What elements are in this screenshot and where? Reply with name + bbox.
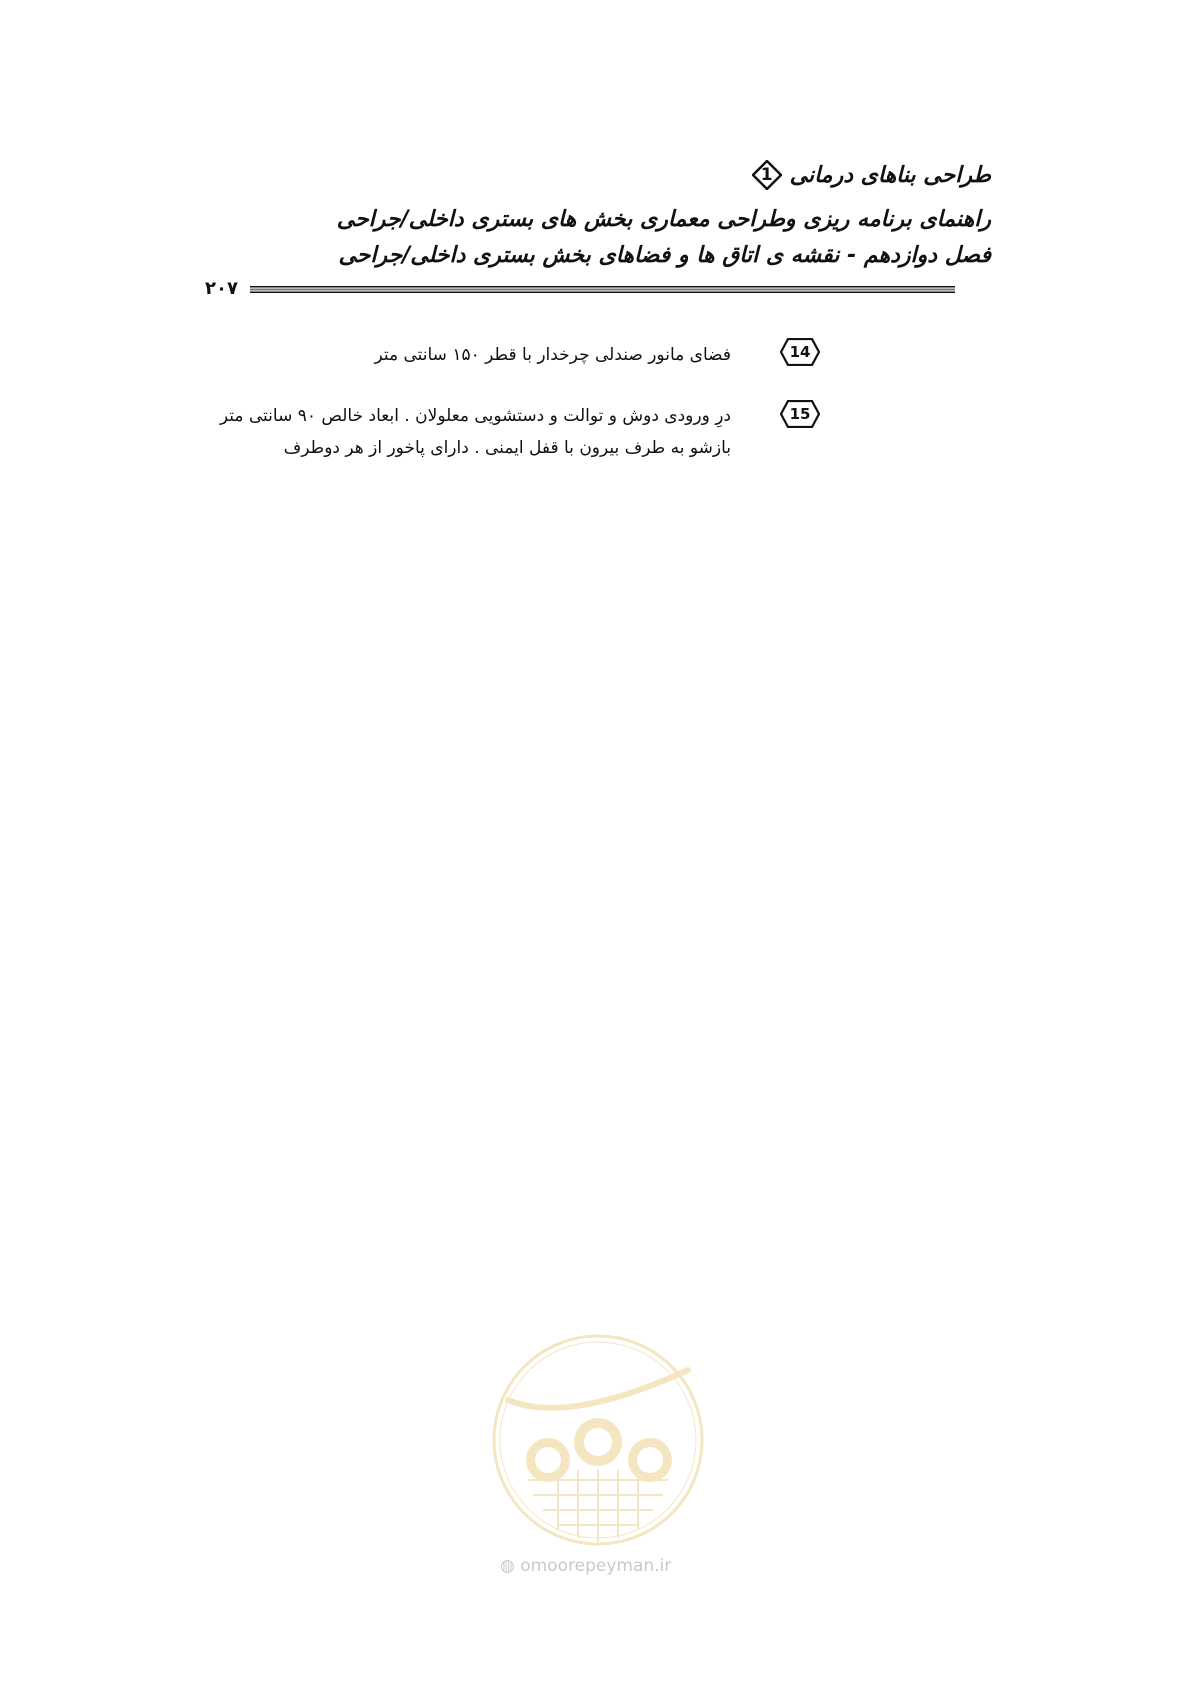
header-rule xyxy=(250,286,955,293)
watermark-logo xyxy=(488,1330,708,1550)
chapter-title: فصل دوازدهم - نقشه ی اتاق ها و فضاهای بخش بستری داخلی/جراحی xyxy=(338,243,991,268)
item-number: 15 xyxy=(789,405,811,423)
item-number: 14 xyxy=(789,343,811,361)
watermark-url xyxy=(500,1556,671,1576)
item-text-15: درِ ورودی دوش و توالت و دستشویی معلولان . ابعاد خالص ۹۰ سانتی متر بازشو به طرف بیرون با قفل ایمنی . دارای پاخور از هر دوطرف xyxy=(219,406,731,458)
series-title: طراحی بناهای درمانی xyxy=(789,162,991,188)
item-number-badge-15 xyxy=(780,400,820,428)
globe-icon: ◍ xyxy=(500,1556,515,1576)
item-number-badge-14 xyxy=(780,338,820,366)
page-number: ۲۰۷ xyxy=(205,278,238,299)
item-text-14: فضای مانور صندلی چرخدار با قطر ۱۵۰ سانتی متر xyxy=(374,345,731,365)
guide-title: راهنمای برنامه ریزی وطراحی معماری بخش های بستری داخلی/جراحی xyxy=(336,207,991,232)
watermark-url-text: omoorepeyman.ir xyxy=(520,1556,672,1576)
series-number: 1 xyxy=(760,165,773,185)
series-number-diamond xyxy=(752,160,782,190)
series-title-line xyxy=(752,160,991,190)
